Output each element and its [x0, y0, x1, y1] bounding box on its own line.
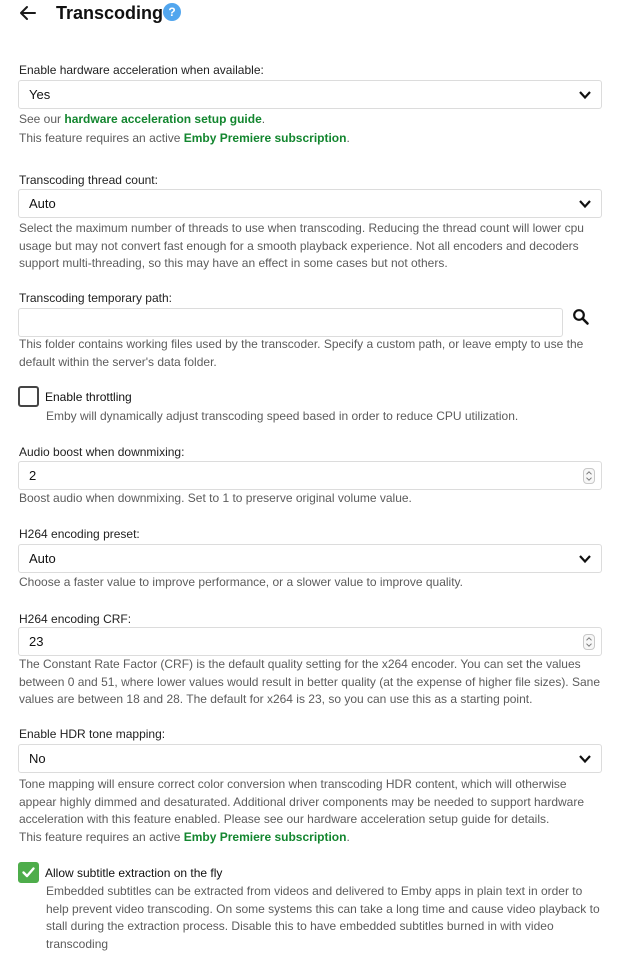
hw-accel-label: Enable hardware acceleration when available:: [19, 63, 264, 77]
h264-crf-label: H264 encoding CRF:: [19, 612, 132, 626]
temp-path-description: This folder contains working files used by the transcoder. Specify a custom path, or leave empty to use the default within the server's data folder.: [19, 337, 584, 369]
chevron-down-icon: [578, 752, 592, 766]
h264-crf-input[interactable]: [18, 627, 602, 656]
throttling-description: Emby will dynamically adjust transcoding speed based in order to reduce CPU utilization.: [46, 409, 519, 423]
hw-accel-value: Yes: [29, 87, 51, 102]
spinner-arrows-icon[interactable]: [583, 468, 595, 484]
premiere-link[interactable]: Emby Premiere subscription: [183, 131, 347, 145]
checkmark-icon: [20, 864, 37, 881]
h264-preset-label: H264 encoding preset:: [19, 527, 140, 541]
throttling-label: Enable throttling: [45, 390, 132, 404]
audio-boost-value: 2: [29, 468, 37, 483]
thread-count-description: Select the maximum number of threads to use when transcoding. Reducing the thread count will lower cpu usage but may not convert fast enough for a smooth playback experience. Not all encoders and decoders support multi-threading, so this may have an effect in some cases but not others.: [19, 221, 584, 270]
hw-accel-premiere-note: This feature requires an active Emby Premiere subscription.: [19, 131, 350, 145]
page-title: Transcoding: [56, 3, 164, 23]
audio-boost-description: Boost audio when downmixing. Set to 1 to preserve original volume value.: [19, 491, 412, 505]
h264-crf-value: 23: [29, 634, 44, 649]
search-icon: [572, 308, 590, 326]
chevron-down-icon: [578, 552, 592, 566]
audio-boost-label: Audio boost when downmixing:: [19, 445, 185, 459]
back-arrow-icon: [19, 5, 37, 21]
temp-path-input[interactable]: [18, 308, 563, 337]
subtitle-extraction-description: Embedded subtitles can be extracted from videos and delivered to Emby apps in plain text in order to help prevent video transcoding. On some systems this can take a long time and cause video playback to stall during the extraction process. Disable this to have embedded subtitles burned in with video transcoding: [46, 884, 600, 951]
subtitle-extraction-label: Allow subtitle extraction on the fly: [45, 866, 223, 880]
back-button[interactable]: [16, 2, 40, 24]
hdr-label: Enable HDR tone mapping:: [19, 727, 166, 741]
chevron-down-icon: [578, 88, 592, 102]
hw-accel-select[interactable]: [18, 80, 602, 109]
subtitle-extraction-checkbox[interactable]: [18, 862, 39, 883]
throttling-checkbox[interactable]: [18, 386, 39, 407]
hw-accel-guide-link[interactable]: hardware acceleration setup guide: [64, 112, 262, 126]
chevron-down-icon: [578, 197, 592, 211]
premiere-link[interactable]: Emby Premiere subscription: [183, 830, 347, 844]
thread-count-select[interactable]: [18, 189, 602, 218]
h264-preset-value: Auto: [29, 551, 56, 566]
thread-count-value: Auto: [29, 196, 56, 211]
hdr-description: Tone mapping will ensure correct color conversion when transcoding HDR content, which will otherwise appear highly dimmed and desaturated. Additional driver components may be needed to support hardware acceleration with this feature enabled. Please see our hardware acceleration setup guide for details.: [19, 777, 585, 826]
hdr-select[interactable]: [18, 744, 602, 773]
page-header: [0, 0, 627, 28]
browse-path-button[interactable]: [572, 308, 594, 330]
temp-path-label: Transcoding temporary path:: [19, 291, 172, 305]
h264-crf-description: The Constant Rate Factor (CRF) is the default quality setting for the x264 encoder. You can set the values between 0 and 51, where lower values would result in better quality (at the expense of higher file sizes). Sane values are between 18 and 28. The default for x264 is 23, so you can use this as a starting point.: [19, 657, 601, 706]
help-icon[interactable]: ?: [163, 3, 181, 21]
thread-count-label: Transcoding thread count:: [19, 173, 158, 187]
hdr-premiere-note: This feature requires an active Emby Premiere subscription.: [19, 830, 350, 844]
h264-preset-select[interactable]: [18, 544, 602, 573]
audio-boost-input[interactable]: [18, 461, 602, 490]
hw-accel-guide-note: See our hardware acceleration setup guide.: [19, 112, 266, 126]
spinner-arrows-icon[interactable]: [583, 634, 595, 650]
hdr-value: No: [29, 751, 46, 766]
h264-preset-description: Choose a faster value to improve performance, or a slower value to improve quality.: [19, 575, 463, 589]
